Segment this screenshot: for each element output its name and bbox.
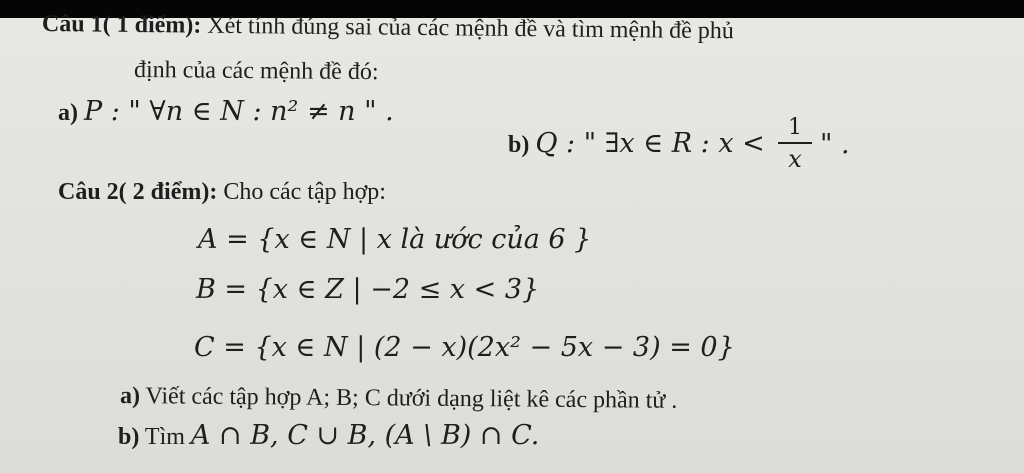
set-a-definition: A = {x ∈ N | x là ước của 6 } [198, 224, 592, 255]
question-2-line [58, 178, 386, 206]
part-b-label: b) [508, 132, 530, 158]
question-2-part-b-text: Tìm [139, 424, 191, 450]
question-1-text-continued: định của các mệnh đề đó: [133, 57, 379, 86]
proposition-p: P : " ∀n ∈ N : n² ≠ n " . [84, 96, 394, 127]
question-2-part-a [120, 382, 678, 415]
proposition-q-right: " . [820, 129, 850, 160]
question-2-part-a-text: Viết các tập hợp A; B; C dưới dạng liệt kê các phần tử . [139, 383, 678, 414]
question-1-heading: Câu 1( 1 điểm): [41, 11, 202, 39]
question-1-text: Xét tính đúng sai của các mệnh đề và tìm mệnh đề phủ [201, 12, 734, 45]
set-b-definition: B = {x ∈ Z | −2 ≤ x < 3} [196, 274, 540, 305]
question-2-heading: Câu 2( 2 điểm): [58, 179, 218, 205]
fraction-bar [778, 142, 812, 144]
fraction-one-over-x [778, 116, 812, 172]
set-c-definition: C = {x ∈ N | (2 − x)(2x² − 5x − 3) = 0} [194, 332, 735, 363]
proposition-q-left: Q : " ∃x ∈ R : x < [535, 128, 765, 159]
question-2-part-b-expression: A ∩ B, C ∪ B, (A \ B) ∩ C. [190, 420, 540, 451]
question-1-part-b [508, 130, 765, 159]
question-2-part-b [118, 422, 539, 451]
fraction-numerator: 1 [788, 115, 802, 140]
question-1-part-a [58, 98, 394, 127]
part-a-label: a) [58, 100, 78, 126]
fraction-denominator: x [788, 145, 802, 173]
question-2-part-a-label: a) [119, 383, 141, 410]
question-2-part-b-label: b) [118, 424, 140, 450]
question-2-text: Cho các tập hợp: [217, 179, 386, 205]
